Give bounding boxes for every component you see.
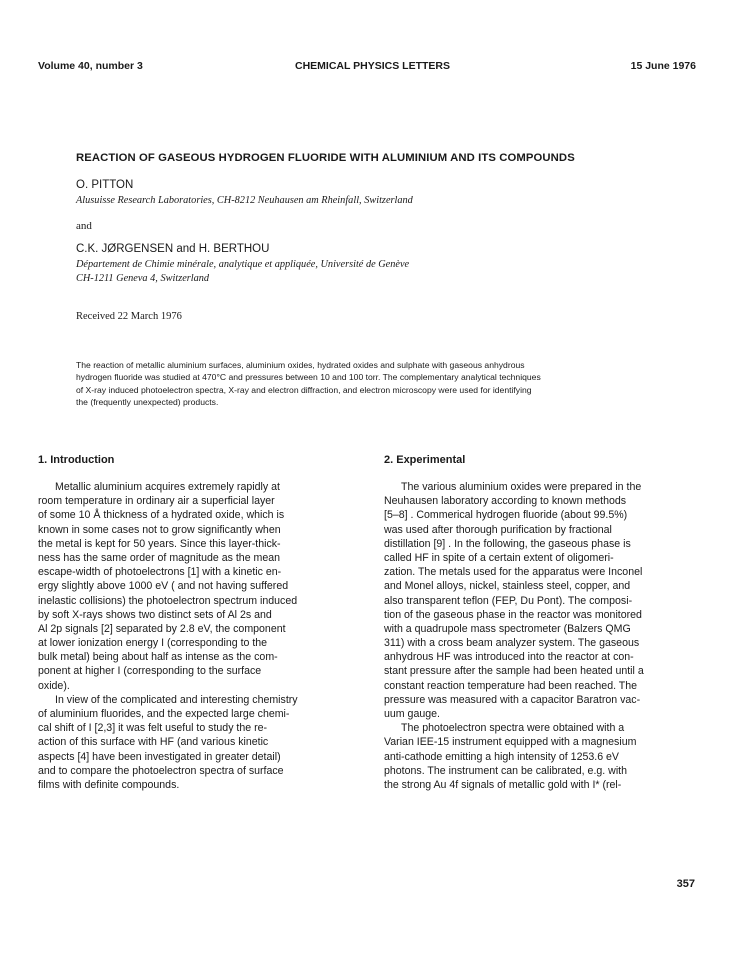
page-number: 357 [676, 878, 695, 890]
text-line: The photoelectron spectra were obtained with a [401, 722, 625, 735]
introduction-text [38, 480, 360, 792]
affiliation-2-line-1: Département de Chimie minérale, analytique et appliquée, Université de Genève [76, 259, 410, 270]
text-line: oxide). [38, 679, 70, 692]
text-line: also transparent teflon (FEP, Du Pont). The composi- [384, 594, 633, 607]
article-title: REACTION OF GASEOUS HYDROGEN FLUORIDE WITH ALUMINIUM AND ITS COMPOUNDS [76, 152, 575, 164]
text-line: anti-cathode emitting a high intensity of 1253.6 eV [384, 750, 619, 763]
text-line: In view of the complicated and interesting chemistry [55, 693, 298, 706]
text-line: escape-width of photoelectrons [1] with a kinetic en- [38, 566, 282, 579]
issue-date: 15 June 1976 [630, 60, 696, 72]
text-line: of aluminium fluorides, and the expected large chemi- [38, 708, 290, 720]
text-line: anhydrous HF was introduced into the reactor at con- [384, 651, 634, 664]
abstract [76, 359, 700, 408]
volume-number: Volume 40, number 3 [38, 60, 143, 72]
abstract-line: of X-ray induced photoelectron spectra, X-ray and electron diffraction, and electron microscopy were used for identifying [76, 384, 532, 395]
author-2: C.K. JØRGENSEN and H. BERTHOU [76, 243, 270, 255]
text-line: [5–8] . Commerical hydrogen fluoride (about 99.5%) [384, 509, 628, 522]
text-line: zation. The metals used for the apparatus were Inconel [384, 566, 643, 579]
text-line: called HF in spite of a certain extent of oligomeri- [384, 551, 614, 564]
text-line: ness has the same order of magnitude as the mean [38, 551, 281, 564]
text-line: cal shift of I [2,3] it was felt useful to study the re- [38, 722, 268, 735]
text-line: of some 10 Å thickness of a hydrated oxide, which is [38, 509, 285, 522]
text-line: bulk metal) being about half as intense as the com- [38, 651, 278, 664]
text-line: films with definite compounds. [38, 778, 180, 791]
text-line: the strong Au 4f signals of metallic gold with I* (rel- [384, 778, 622, 791]
abstract-line: The reaction of metallic aluminium surfaces, aluminium oxides, hydrated oxides and sulphate with gaseous anhydrous [76, 360, 525, 370]
text-line: tion of the gaseous phase in the reactor was monitored [384, 608, 642, 621]
received-date: Received 22 March 1976 [76, 311, 182, 322]
text-line: ponent at higher I (corresponding to the surface [38, 665, 262, 678]
text-line: and Monel alloys, nickel, stainless steel, copper, and [384, 580, 631, 593]
text-line: was used after thorough purification by fractional [384, 523, 612, 536]
text-line: ergy slightly above 1000 eV ( and not having suffered [38, 580, 289, 593]
article-header [76, 152, 706, 322]
abstract-line: the (frequently unexpected) products. [76, 396, 219, 407]
text-line: action of this surface with HF (and various kinetic [38, 736, 269, 749]
text-line: Al 2p signals [2] separated by 2.8 eV, the component [38, 622, 286, 635]
text-line: by soft X-rays shows two distinct sets of Al 2s and [38, 608, 272, 621]
text-line: the metal is kept for 50 years. Since this layer-thick- [38, 537, 281, 550]
text-line: constant reaction temperature had been reached. The [384, 679, 638, 692]
author-conjunction: and [76, 220, 92, 232]
text-line: Metallic aluminium acquires extremely rapidly at [55, 481, 280, 493]
text-line: uum gauge. [384, 708, 440, 720]
affiliation-2-line-2: CH-1211 Geneva 4, Switzerland [76, 273, 210, 284]
author-1: O. PITTON [76, 179, 134, 191]
text-line: with a quadrupole mass spectrometer (Balzers QMG [384, 622, 631, 635]
text-line: distillation [9] . In the following, the gaseous phase is [384, 537, 631, 550]
text-line: The various aluminium oxides were prepared in the [401, 481, 642, 493]
text-line: aspects [4] have been investigated in greater detail) [38, 750, 281, 763]
abstract-line: hydrogen fluoride was studied at 470°C and pressures between 10 and 100 torr. The complementary analytical techniques [76, 372, 541, 383]
text-line: pressure was measured with a capacitor Baratron vac- [384, 693, 641, 706]
text-line: known in some cases not to grow significantly when [38, 523, 281, 536]
text-line: photons. The instrument can be calibrated, e.g. with [384, 764, 628, 777]
column-left [38, 454, 360, 792]
text-line: Neuhausen laboratory according to known methods [384, 495, 627, 508]
text-line: at lower ionization energy I (corresponding to the [38, 637, 268, 650]
text-line: and to compare the photoelectron spectra of surface [38, 764, 284, 777]
section-heading-introduction: 1. Introduction [38, 454, 115, 466]
journal-name: CHEMICAL PHYSICS LETTERS [295, 60, 450, 72]
affiliation-1: Alusuisse Research Laboratories, CH-8212 Neuhausen am Rheinfall, Switzerland [76, 195, 413, 206]
text-line: 311) with a cross beam analyzer system. The gaseous [384, 637, 640, 650]
text-line: stant pressure after the sample had been heated until a [384, 665, 644, 678]
text-line: room temperature in ordinary air a superficial layer [38, 495, 275, 508]
experimental-text [384, 480, 706, 792]
text-line: inelastic collisions) the photoelectron spectrum induced [38, 594, 298, 607]
text-line: Varian IEE-15 instrument equipped with a magnesium [384, 736, 637, 749]
section-heading-experimental: 2. Experimental [384, 454, 466, 466]
column-right [384, 454, 706, 792]
